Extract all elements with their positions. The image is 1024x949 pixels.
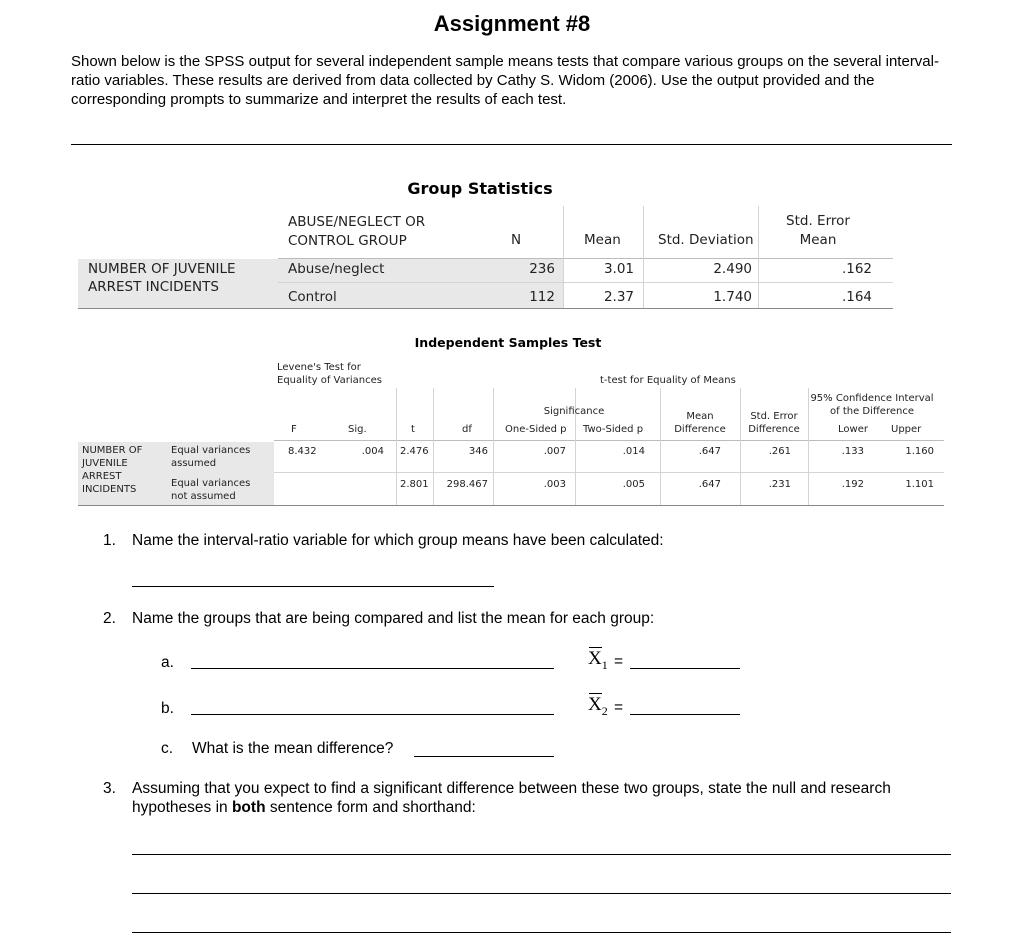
levene-header-line1: Levene's Test for — [277, 362, 361, 373]
se-header-line1: Std. Error — [786, 213, 850, 229]
group-header-line2: CONTROL GROUP — [288, 233, 407, 249]
upper-header: Upper — [891, 424, 922, 435]
answer-line-q2b-group[interactable] — [191, 714, 554, 715]
bottom-rule — [78, 308, 893, 309]
sd-header: Std. Deviation — [658, 232, 754, 248]
answer-line-q1[interactable] — [132, 586, 494, 587]
group-label-control: Control — [288, 289, 337, 305]
group-statistics-title: Group Statistics — [407, 179, 553, 198]
mean-header: Mean — [584, 232, 621, 248]
variable-label-line4: INCIDENTS — [82, 484, 137, 495]
q3-bold: both — [231, 799, 266, 816]
row1-label-line1: Equal variances — [171, 445, 251, 456]
question-3-text-line2 — [132, 799, 476, 817]
ci-header-line2: of the Difference — [830, 406, 914, 417]
se-diff-header-line1: Std. Error — [750, 411, 798, 422]
col-rule — [660, 388, 661, 505]
mean-control: 2.37 — [603, 289, 634, 305]
x1-letter: X — [588, 648, 602, 669]
question-2c-label: c. — [161, 740, 174, 757]
x1-equals: = — [614, 653, 624, 670]
se-abuse: .162 — [841, 261, 872, 277]
variable-label-line2: ARREST INCIDENTS — [88, 279, 219, 295]
answer-line-q3-2[interactable] — [132, 893, 951, 894]
variable-label-line1: NUMBER OF — [82, 445, 143, 456]
sd-abuse: 2.490 — [713, 261, 752, 277]
row-rule — [278, 282, 893, 283]
row2-label-line2: not assumed — [171, 491, 236, 502]
ttest-header: t-test for Equality of Means — [600, 375, 736, 386]
col-rule — [563, 206, 564, 308]
col-rule — [493, 388, 494, 505]
question-1-text: Name the interval-ratio variable for which group means have been calculated: — [132, 532, 664, 549]
col-rule — [433, 388, 434, 505]
df-header: df — [462, 424, 472, 435]
ci-header-line1: 95% Confidence Interval — [810, 393, 934, 404]
one-sided-row1: .007 — [543, 446, 566, 457]
independent-test-title: Independent Samples Test — [414, 335, 602, 350]
f-value: 8.432 — [288, 446, 317, 457]
question-2-number: 2. — [103, 610, 116, 627]
row-rule — [274, 472, 944, 473]
row2-label-line1: Equal variances — [171, 478, 251, 489]
page-title: Assignment #8 — [433, 11, 591, 36]
levene-header-line2: Equality of Variances — [277, 375, 382, 386]
mean-symbol-x1 — [588, 648, 608, 673]
mean-diff-row2: .647 — [698, 479, 721, 490]
variable-label-line3: ARREST — [82, 471, 122, 482]
lower-row1: .133 — [841, 446, 864, 457]
mean-abuse: 3.01 — [603, 261, 634, 277]
two-sided-header: Two-Sided p — [583, 424, 644, 435]
intro-paragraph: Shown below is the SPSS output for several independent sample means tests that compare various groups on the several interval-ratio variables. These results are derived from data collected by Cathy S. Widom (2006). Use the output provided and the corresponding prompts to summarize and interpret the results of each test. — [71, 53, 939, 108]
mean-symbol-x2 — [588, 694, 608, 719]
question-1-number: 1. — [103, 532, 116, 549]
x2-equals: = — [614, 699, 624, 716]
df-value-row2: 298.467 — [446, 479, 488, 490]
se-diff-header-line2: Difference — [748, 424, 800, 435]
variable-label-line2: JUVENILE — [82, 458, 128, 469]
t-header: t — [411, 424, 415, 435]
lower-header: Lower — [838, 424, 868, 435]
mean-diff-row1: .647 — [698, 446, 721, 457]
x2-subscript: 2 — [601, 703, 608, 718]
upper-row2: 1.101 — [905, 479, 934, 490]
one-sided-header: One-Sided p — [505, 424, 567, 435]
t-value-row1: 2.476 — [400, 446, 429, 457]
f-header: F — [291, 424, 297, 435]
mean-diff-header-line2: Difference — [674, 424, 726, 435]
question-3-number: 3. — [103, 780, 116, 797]
se-header-line2: Mean — [799, 232, 837, 248]
se-diff-row1: .261 — [768, 446, 791, 457]
col-rule — [643, 206, 644, 308]
col-rule — [740, 388, 741, 505]
answer-line-q2c[interactable] — [414, 756, 554, 757]
q3-post: sentence form and shorthand: — [265, 799, 476, 816]
section-divider — [71, 144, 952, 145]
row1-label-line2: assumed — [171, 458, 217, 469]
col-rule — [758, 206, 759, 308]
mean-diff-header-line1: Mean — [686, 411, 714, 422]
variable-label-line1: NUMBER OF JUVENILE — [88, 261, 236, 277]
n-control: 112 — [529, 289, 555, 305]
two-sided-row1: .014 — [622, 446, 645, 457]
answer-line-q2a-group[interactable] — [191, 668, 554, 669]
x1-subscript: 1 — [601, 657, 608, 672]
answer-line-q3-3[interactable] — [132, 932, 951, 933]
answer-line-q2b-mean[interactable] — [630, 714, 740, 715]
question-2c-text: What is the mean difference? — [192, 740, 394, 757]
lower-row2: .192 — [841, 479, 864, 490]
sig-header: Sig. — [348, 424, 367, 435]
question-2a-label: a. — [161, 654, 174, 671]
question-2b-label: b. — [161, 700, 174, 717]
df-value-row1: 346 — [468, 446, 488, 457]
upper-row1: 1.160 — [905, 446, 934, 457]
sd-control: 1.740 — [713, 289, 752, 305]
t-value-row2: 2.801 — [400, 479, 429, 490]
se-diff-row2: .231 — [768, 479, 791, 490]
question-2-text: Name the groups that are being compared and list the mean for each group: — [132, 610, 655, 627]
col-rule — [396, 388, 397, 505]
answer-line-q2a-mean[interactable] — [630, 668, 740, 669]
question-3-text-line1: Assuming that you expect to find a significant difference between these two groups, state the null and research — [132, 780, 891, 797]
q3-pre: hypotheses in — [132, 799, 232, 816]
group-label-abuse: Abuse/neglect — [288, 261, 385, 277]
n-abuse: 236 — [529, 261, 555, 277]
group-statistics-table — [78, 206, 893, 310]
one-sided-row2: .003 — [543, 479, 566, 490]
x2-letter: X — [588, 694, 602, 715]
sig-value: .004 — [361, 446, 384, 457]
header-rule — [278, 258, 893, 259]
se-control: .164 — [841, 289, 872, 305]
n-header: N — [511, 232, 522, 248]
independent-test-table — [78, 360, 944, 508]
header-rule — [274, 440, 944, 441]
bottom-rule — [78, 505, 944, 506]
two-sided-row2: .005 — [622, 479, 645, 490]
group-header-line1: ABUSE/NEGLECT OR — [288, 214, 426, 230]
answer-line-q3-1[interactable] — [132, 854, 951, 855]
significance-header: Significance — [543, 406, 605, 417]
